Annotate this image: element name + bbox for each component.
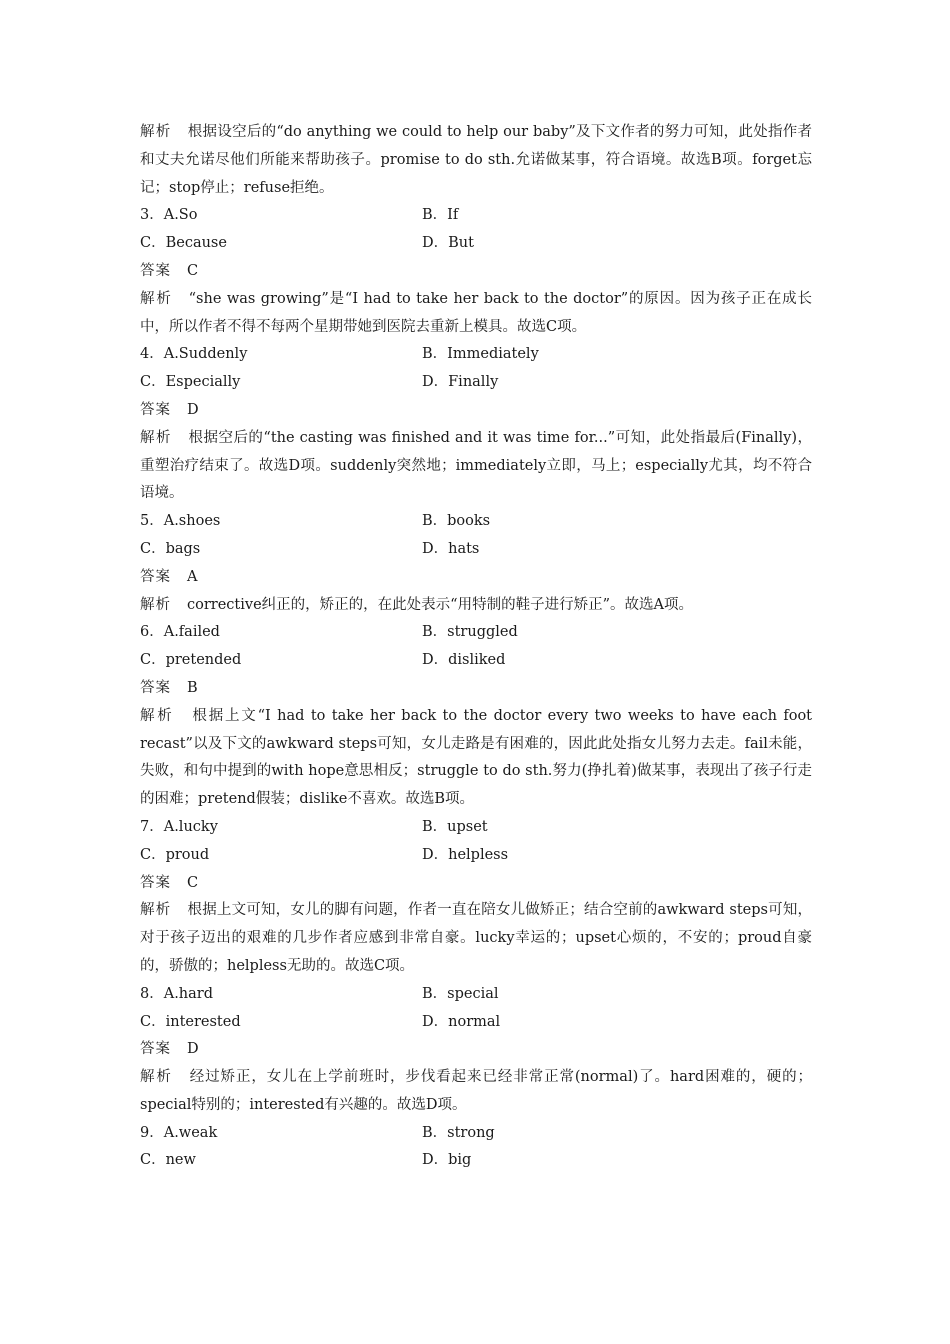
option-d: D．big <box>422 1152 472 1169</box>
explanation-label: 解析 <box>140 707 175 724</box>
answer-line <box>140 397 812 425</box>
answer-label: 答案 <box>140 679 171 696</box>
option-c: C．Especially <box>140 374 241 391</box>
option-d: D．hats <box>422 540 480 557</box>
answer-value: D <box>187 401 199 418</box>
answer-value: C <box>187 262 199 279</box>
explanation-text: “she was growing”是“I had to take her back to the doctor”的原因。因为孩子正在成长中，所以作者不得不每两个星期带她到医院去重新上模具。故选C项。 <box>140 290 812 335</box>
answer-value: A <box>187 568 198 585</box>
answer-line <box>140 870 812 898</box>
explanation-label: 解析 <box>140 290 173 307</box>
option-row <box>140 647 812 675</box>
explanation-label: 解析 <box>140 902 172 919</box>
option-b: B．If <box>422 207 459 224</box>
answer-line <box>140 675 812 703</box>
option-b: B．strong <box>422 1124 495 1141</box>
option-c: C．new <box>140 1152 196 1169</box>
answer-label: 答案 <box>140 874 171 891</box>
explanation-text: corrective纠正的，矫正的，在此处表示“用特制的鞋子进行矫正”。故选A项。 <box>187 596 693 613</box>
explanation-text: 根据上文可知，女儿的脚有问题，作者一直在陪女儿做矫正；结合空前的awkward steps可知，对于孩子迈出的艰难的几步作者应感到非常自豪。lucky幸运的；upset心烦的，不安的；proud自豪的，骄傲的；helpless无助的。故选C项。 <box>140 902 812 974</box>
option-c: C．pretended <box>140 652 242 669</box>
option-row <box>140 842 812 870</box>
explanation-paragraph <box>140 897 812 980</box>
answer-label: 答案 <box>140 1041 171 1058</box>
explanation-text: 根据空后的“the casting was finished and it was time for...”可知，此处指最后(Finally)，重塑治疗结束了。故选D项。suddenly突然地；immediately立即，马上；especially尤其，均不符合语境。 <box>140 429 812 502</box>
option-b: B．Immediately <box>422 346 539 363</box>
explanation-label: 解析 <box>140 429 172 446</box>
answer-label: 答案 <box>140 401 171 418</box>
option-row <box>140 1009 812 1037</box>
option-b: B．upset <box>422 818 488 835</box>
option-a: 5．A.shoes <box>140 513 221 530</box>
answer-value: B <box>187 679 198 696</box>
answer-line <box>140 258 812 286</box>
explanation-paragraph <box>140 703 812 814</box>
answer-line <box>140 564 812 592</box>
option-b: B．struggled <box>422 624 518 641</box>
explanation-paragraph <box>140 592 812 620</box>
option-c: C．bags <box>140 540 201 557</box>
option-row <box>140 230 812 258</box>
answer-value: D <box>187 1041 199 1058</box>
option-row <box>140 536 812 564</box>
option-row <box>140 1147 812 1175</box>
document-body <box>140 119 812 1175</box>
option-row <box>140 981 812 1009</box>
option-d: D．helpless <box>422 846 509 863</box>
explanation-paragraph <box>140 119 812 202</box>
option-d: D．But <box>422 235 474 252</box>
option-c: C．interested <box>140 1013 241 1030</box>
option-row <box>140 814 812 842</box>
option-d: D．normal <box>422 1013 501 1030</box>
option-a: 6．A.failed <box>140 624 220 641</box>
option-row <box>140 508 812 536</box>
answer-label: 答案 <box>140 568 171 585</box>
option-c: C．proud <box>140 846 210 863</box>
explanation-paragraph <box>140 286 812 342</box>
explanation-text: 根据上文“I had to take her back to the doctor every two weeks to have each foot recast”以及下文的awkward steps可知，女儿走路是有困难的，因此此处指女儿努力去走。fail未能，失败，和句中提到的with hope意思相反；struggle to do sth.努力(挣扎着)做某事，表现出了孩子行走的困难；pretend假装；dislike不喜欢。故选B项。 <box>140 707 813 808</box>
option-a: 3．A.So <box>140 207 198 224</box>
option-row <box>140 619 812 647</box>
explanation-label: 解析 <box>140 1069 173 1086</box>
explanation-text: 经过矫正，女儿在上学前班时，步伐看起来已经非常正常(normal)了。hard困难的，硬的；special特别的；interested有兴趣的。故选D项。 <box>140 1069 813 1113</box>
option-a: 4．A.Suddenly <box>140 346 248 363</box>
option-row <box>140 1120 812 1148</box>
option-b: B．special <box>422 985 499 1002</box>
option-d: D．Finally <box>422 374 499 391</box>
option-a: 8．A.hard <box>140 985 214 1002</box>
option-a: 9．A.weak <box>140 1124 218 1141</box>
option-a: 7．A.lucky <box>140 818 218 835</box>
answer-line <box>140 1036 812 1064</box>
option-row <box>140 202 812 230</box>
explanation-paragraph <box>140 425 812 508</box>
explanation-paragraph <box>140 1064 812 1120</box>
option-c: C．Because <box>140 235 227 252</box>
explanation-label: 解析 <box>140 124 172 140</box>
explanation-label: 解析 <box>140 596 171 613</box>
option-row <box>140 369 812 397</box>
option-row <box>140 341 812 369</box>
answer-value: C <box>187 874 199 891</box>
answer-label: 答案 <box>140 262 171 279</box>
option-b: B．books <box>422 513 491 530</box>
explanation-text: 根据设空后的“do anything we could to help our baby”及下文作者的努力可知，此处指作者和丈夫允诺尽他们所能来帮助孩子。promise to do sth.允诺做某事，符合语境。故选B项。forget忘记；stop停止；refuse拒绝。 <box>140 124 812 196</box>
option-d: D．disliked <box>422 652 506 669</box>
